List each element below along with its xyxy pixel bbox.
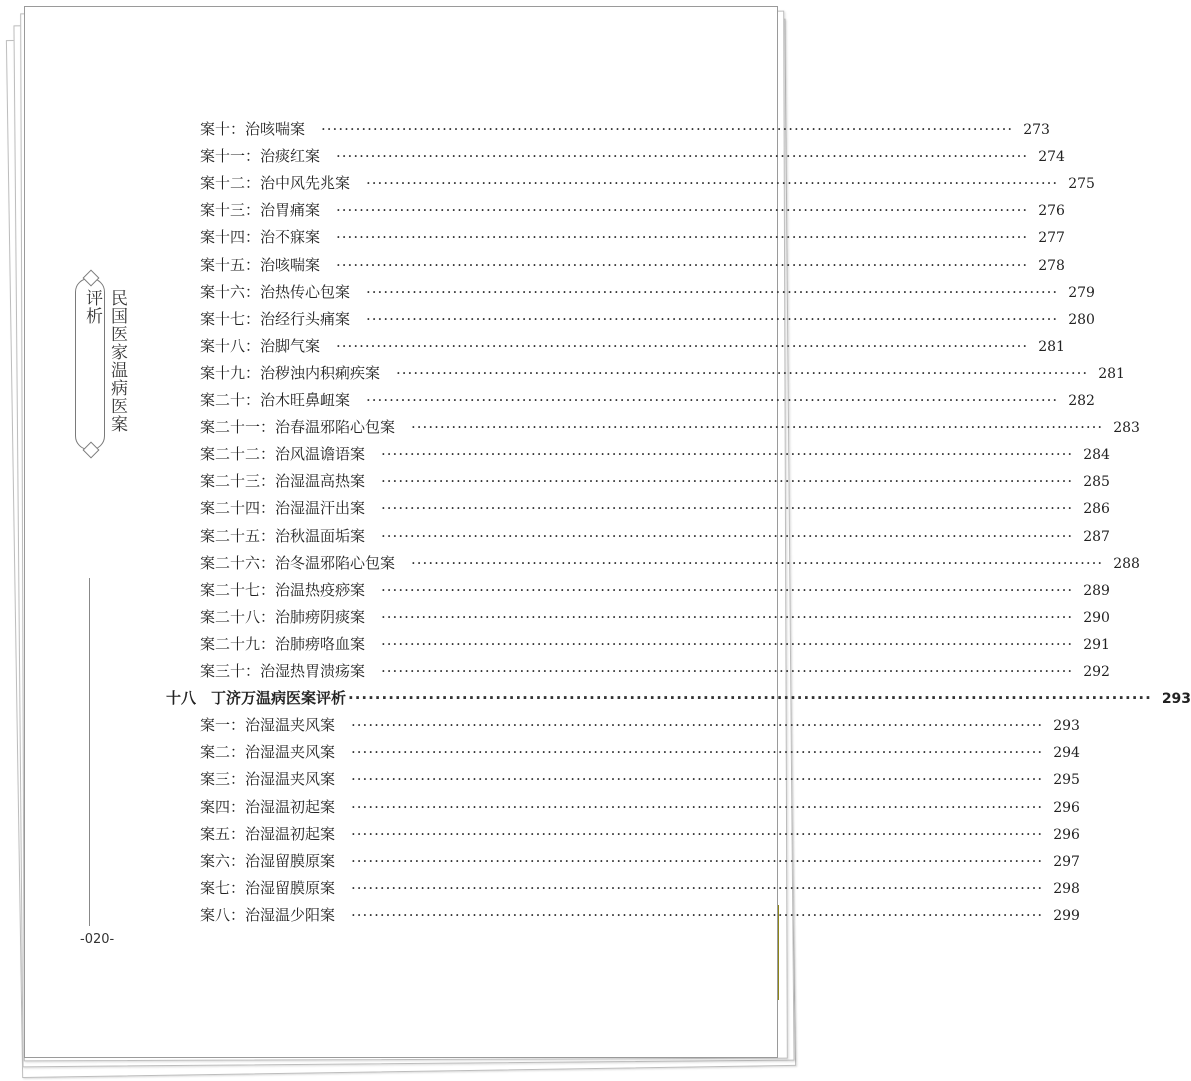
- toc-entry: [200, 281, 1095, 302]
- toc-entry-page: 289: [1083, 582, 1110, 599]
- toc-entry-page: 287: [1083, 528, 1110, 545]
- toc-entry: [200, 796, 1080, 817]
- toc-entry-title: 案十九：治秽浊内积痢疾案: [200, 363, 381, 382]
- dot-leader: ························································································································: [381, 526, 1074, 545]
- dot-leader: ························································································································: [348, 689, 1152, 708]
- dot-leader: ························································································································: [336, 255, 1029, 274]
- toc-entry-title: 案二十五：治秋温面垢案: [200, 526, 366, 545]
- toc-entry-page: 292: [1083, 664, 1110, 680]
- toc-entry-page: 293: [1161, 691, 1191, 708]
- dot-leader: ························································································································: [381, 499, 1074, 518]
- dot-leader: ························································································································: [381, 580, 1074, 599]
- toc-entry-title: 案二十三：治湿温高热案: [200, 472, 366, 491]
- dot-leader: ························································································································: [351, 878, 1044, 897]
- running-title-badge: [75, 278, 127, 450]
- toc-entry-title: 案十二：治中风先兆案: [200, 174, 351, 193]
- dot-leader: ························································································································: [336, 336, 1029, 355]
- toc-entry: [200, 145, 1065, 166]
- toc-entry-page: 291: [1083, 636, 1110, 653]
- toc-entry-title: 案二：治湿温夹风案: [200, 743, 336, 762]
- toc-entry-title: 案七：治湿留膜原案: [200, 878, 336, 897]
- dot-leader: ························································································································: [366, 391, 1059, 409]
- toc-entry: [200, 470, 1110, 491]
- toc-entry-title: 案二十八：治肺痨阴痰案: [200, 607, 366, 626]
- toc-entry: [200, 850, 1080, 871]
- toc-entry: [200, 877, 1080, 898]
- toc-entry-page: 277: [1038, 230, 1065, 247]
- dot-leader: ························································································································: [351, 770, 1044, 789]
- toc-entry: [200, 199, 1065, 220]
- toc-entry-title: 案十七：治经行头痛案: [200, 309, 351, 328]
- toc-entry-page: 283: [1113, 420, 1140, 437]
- dot-leader: ························································································································: [381, 662, 1074, 680]
- dot-leader: ························································································································: [351, 797, 1044, 816]
- toc-entry-title: 案二十九：治肺痨咯血案: [200, 634, 366, 653]
- toc-entry-title: 案三：治湿温夹风案: [200, 770, 336, 789]
- toc-entry-title: 案十五：治咳喘案: [200, 255, 321, 274]
- margin-rule: [89, 578, 90, 926]
- toc-entry-page: 281: [1098, 365, 1125, 382]
- toc-entry-title: 案八：治湿温少阳案: [200, 905, 336, 924]
- toc-entry-page: 280: [1068, 311, 1095, 328]
- toc-entry-page: 276: [1038, 203, 1065, 220]
- toc-entry: [200, 633, 1110, 654]
- toc-entry-title: 十八 丁济万温病医案评析: [166, 689, 347, 708]
- toc-entry-page: 295: [1053, 772, 1080, 789]
- toc-entry-title: 案二十七：治温热疫痧案: [200, 580, 366, 599]
- toc-entry: [200, 254, 1065, 275]
- dot-leader: ························································································································: [396, 363, 1089, 382]
- toc-entry-title: 案十：治咳喘案: [200, 120, 306, 138]
- toc-entry: [200, 172, 1095, 193]
- toc-entry-page: 279: [1068, 284, 1095, 301]
- toc-entry-page: 273: [1023, 122, 1050, 138]
- dot-leader: ························································································································: [336, 147, 1029, 166]
- toc-entry-title: 案五：治湿温初起案: [200, 824, 336, 843]
- toc-entry-page: 286: [1083, 501, 1110, 518]
- toc-entry: [200, 335, 1065, 356]
- toc-entry-page: 288: [1113, 555, 1140, 572]
- toc-entry-page: 294: [1053, 745, 1080, 762]
- dot-leader: ························································································································: [366, 282, 1059, 301]
- toc-entry-title: 案十一：治痰红案: [200, 147, 321, 166]
- dot-leader: ························································································································: [351, 743, 1044, 762]
- toc-entry: [200, 741, 1080, 762]
- toc-entry-page: 285: [1083, 474, 1110, 491]
- dot-leader: ························································································································: [411, 553, 1104, 572]
- toc-entry-title: 案一：治湿温夹风案: [200, 716, 336, 735]
- toc-chapter-entry: [166, 687, 1191, 708]
- toc-entry: [200, 552, 1140, 573]
- toc-entry-page: 275: [1068, 176, 1095, 193]
- toc-entry: [200, 362, 1125, 383]
- toc-entry-title: 案二十：治木旺鼻衄案: [200, 391, 351, 409]
- toc-entry-page: 298: [1053, 880, 1080, 897]
- toc-entry-page: 278: [1038, 257, 1065, 274]
- toc-entry-title: 案三十：治湿热胃溃疡案: [200, 662, 366, 680]
- dot-leader: ························································································································: [366, 174, 1059, 193]
- toc-entry-title: 案十八：治脚气案: [200, 336, 321, 355]
- toc-entry: [200, 768, 1080, 789]
- toc-entry-title: 案六：治湿留膜原案: [200, 851, 336, 870]
- toc-entry: [200, 389, 1095, 410]
- dot-leader: ························································································································: [381, 472, 1074, 491]
- toc-entry-page: 281: [1038, 338, 1065, 355]
- toc-entry: [200, 823, 1080, 844]
- toc-entry: [200, 525, 1110, 546]
- toc-entry-title: 案二十四：治湿温汗出案: [200, 499, 366, 518]
- toc-entry: [200, 118, 1050, 139]
- toc-entry-page: 290: [1083, 609, 1110, 626]
- dot-leader: ························································································································: [336, 201, 1029, 220]
- toc-entry-title: 案十六：治热传心包案: [200, 282, 351, 301]
- toc-entry-title: 案十四：治不寐案: [200, 228, 321, 247]
- toc-entry-title: 案二十六：治冬温邪陷心包案: [200, 553, 396, 572]
- toc-entry-page: 296: [1053, 826, 1080, 843]
- running-title: 民国医家温病医案评析: [82, 289, 127, 433]
- toc-entry: [200, 497, 1110, 518]
- dot-leader: ························································································································: [351, 905, 1044, 924]
- dot-leader: ························································································································: [381, 607, 1074, 626]
- dot-leader: ························································································································: [351, 851, 1044, 870]
- toc-entry-page: 293: [1053, 718, 1080, 735]
- toc-entry-page: 297: [1053, 853, 1080, 870]
- dot-leader: ························································································································: [336, 228, 1029, 247]
- toc-entry: [200, 579, 1110, 600]
- toc-entry: [200, 416, 1140, 437]
- toc-entry: [200, 606, 1110, 627]
- toc-entry-title: 案十三：治胃痛案: [200, 201, 321, 220]
- toc-entry-page: 284: [1083, 447, 1110, 464]
- dot-leader: ························································································································: [351, 716, 1044, 735]
- toc-entry-title: 案四：治湿温初起案: [200, 797, 336, 816]
- dot-leader: ························································································································: [411, 418, 1104, 437]
- toc-entry-page: 274: [1038, 149, 1065, 166]
- toc-entry: [200, 308, 1095, 329]
- dot-leader: ························································································································: [381, 634, 1074, 653]
- toc-entry-page: 296: [1053, 799, 1080, 816]
- toc-entry: [200, 714, 1080, 735]
- page-number: -020-: [80, 932, 115, 947]
- toc-entry-title: 案二十一：治春温邪陷心包案: [200, 418, 396, 437]
- dot-leader: ························································································································: [381, 445, 1074, 464]
- toc-entry: [200, 904, 1080, 925]
- toc-entry-title: 案二十二：治风温谵语案: [200, 445, 366, 464]
- toc-entry-page: 282: [1068, 393, 1095, 409]
- toc-entry-page: 299: [1053, 907, 1080, 924]
- toc-entry: [200, 443, 1110, 464]
- dot-leader: ························································································································: [351, 824, 1044, 843]
- toc-entry: [200, 660, 1110, 681]
- toc-entry: [200, 226, 1065, 247]
- dot-leader: ························································································································: [321, 120, 1014, 138]
- dot-leader: ························································································································: [366, 309, 1059, 328]
